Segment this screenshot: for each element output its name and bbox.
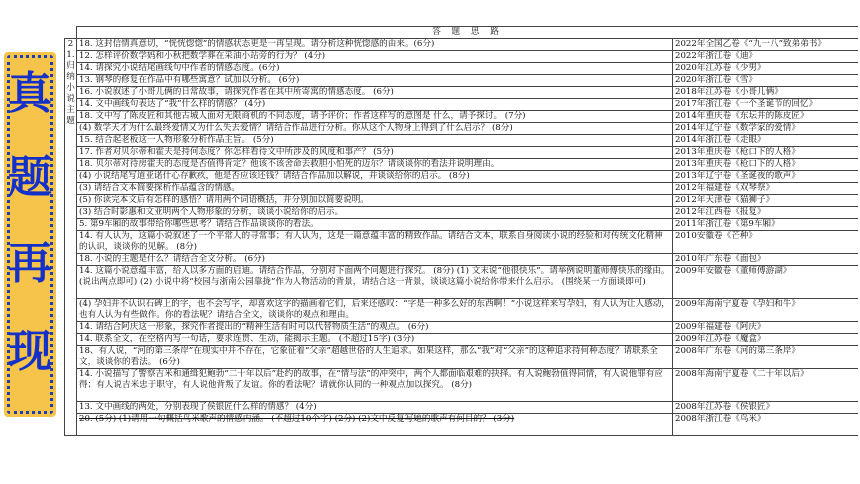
- source-cell: 2014年重庆卷《东坛井的陈皮匠》: [673, 111, 859, 123]
- table-row: [65, 135, 859, 147]
- table-row: [65, 266, 859, 299]
- source-cell: 2009年江苏卷《魔盒》: [673, 334, 859, 346]
- question-cell: (4) 数学天才为什么最终爱情又为什么失去爱情？请结合作品进行分析。你从这个人物身上得到了什么启示？ (8分): [77, 123, 673, 135]
- source-cell: 2010安徽卷《芒种》: [673, 231, 859, 254]
- question-cell: 15. 结合起老板这一人物形象分析作品主旨。 (5分): [77, 135, 673, 147]
- category-cell: 2 1.归纳小说主题: [65, 39, 77, 436]
- question-cell: 14. 请探究小说结尾画线句中作者的情感态度。(6分): [77, 63, 673, 75]
- source-cell: 2011年浙江卷《第9车厢》: [673, 219, 859, 231]
- question-cell: 20. (5分) (1)请用一句概括鸟米歌声的情感内涵。 (不超过10个字) (2分) (2)文中反复写她的歌声有何目的？ (3分): [77, 414, 673, 436]
- question-cell: (4) 小说结尾写道亚诺什心存歉疚，他是否应该还钱？请结合作品加以解说，并谈谈给你的启示。 (8分): [77, 171, 673, 183]
- source-cell: 2014年浙江卷《走眼》: [673, 135, 859, 147]
- question-cell: 18. 贝尔蒂对待房霍夫的态度是否值得肯定？他该不该舍命去救胆小怕死的迈尔？请谈谈你的看法并说明理由。: [77, 159, 673, 171]
- source-cell: 2022年浙江卷《迪》: [673, 51, 859, 63]
- question-cell: 14. 小说描写了警察吉米和通缉犯鲍勃“二十年以后”赴约的故事，在“情与法”的冲突中，两个人都面临艰难的抉择。有人说鲍勃值得同情，有人说他罪有应得；有人说吉米忠于职守，有人说他背叛了友谊。你的看法呢？请就你认同的一种观点加以探究。 (8分): [77, 369, 673, 402]
- table-row: [65, 254, 859, 266]
- source-cell: 2017年浙江卷《一个圣诞节的回忆》: [673, 99, 859, 111]
- table-row: [65, 322, 859, 334]
- question-cell: 18. 小说的主题是什么？请结合全文分析。 (6分): [77, 254, 673, 266]
- table-row: [65, 402, 859, 414]
- source-cell: 2008年海南宁夏卷《二十年以后》: [673, 369, 859, 402]
- table-row: [65, 346, 859, 369]
- table-row: [65, 219, 859, 231]
- table-row: [65, 369, 859, 402]
- question-cell: 14. 这篇小说意蕴丰富，给人以多方面的启迪。请结合作品，分别对下面两个问题进行探究。 (8分) (1) 文末说“他很快乐”。请举例说明董师傅快乐的缘由。 (说出两点即可) (2) 小说中将“校园与浙南公园靠拢”作为人物活动的背景，请结合这一背景，谈谈这篇小说给你带来什么启示。 (围绕某一方面谈即可): [77, 266, 673, 299]
- source-cell: 2013年辽宁卷《圣诞夜的歌声》: [673, 171, 859, 183]
- exam-question-table: [64, 26, 858, 436]
- table-row: [65, 99, 859, 111]
- side-title-char: 再: [8, 238, 52, 289]
- source-cell: 2022年全国乙卷《“九一八”致弟弟书》: [673, 39, 859, 51]
- table-row: [65, 183, 859, 195]
- question-cell: (3) 请结合文本简要探析作品蕴含的情感。: [77, 183, 673, 195]
- table-row: [65, 111, 859, 123]
- table-row: [65, 159, 859, 171]
- question-cell: 18. 这封信情真意切，“恍恍惚惚”的情感状态更是一再呈现。请分析这种恍惚感的由来。(6分): [77, 39, 673, 51]
- source-cell: 2009年福建卷《阿庆》: [673, 322, 859, 334]
- source-cell: 2012年江西卷《报复》: [673, 207, 859, 219]
- table-row: [65, 195, 859, 207]
- source-cell: 2012年福建卷《双琴祭》: [673, 183, 859, 195]
- question-cell: (5) 你读完本文后有怎样的感悟？请用两个词语概括，并分别加以简要说明。: [77, 195, 673, 207]
- question-cell: 14. 联系全文，在空格内写一句话，要求连贯、生动，能揭示主题。 (不超过15字) (3分): [77, 334, 673, 346]
- table-row: [65, 63, 859, 75]
- table-row: [65, 123, 859, 135]
- source-cell: 2009年海南宁夏卷《孕妇和牛》: [673, 299, 859, 322]
- table-row: [65, 39, 859, 51]
- question-cell: (3) 结合时影惠和文亚明两个人物形象的分析，谈谈小说给你的启示。: [77, 207, 673, 219]
- table-header-row: [65, 27, 859, 39]
- exam-question-table-wrap: [64, 26, 858, 482]
- source-cell: 2020年江苏卷《少男》: [673, 63, 859, 75]
- side-title-char: 真: [8, 68, 52, 119]
- table-row: [65, 207, 859, 219]
- question-cell: 13. 文中画线的两处，分别表现了侯银匠什么样的情感？ (4分): [77, 402, 673, 414]
- question-cell: 14. 请结合阿庆这一形象，探究作者提出的“精神生活有时可以代替物质生活”的观点。 (6分): [77, 322, 673, 334]
- table-row: [65, 147, 859, 159]
- side-title-char: 现: [8, 326, 52, 377]
- question-cell: 12. 怎样评价数学妈和小秋把数学葬在采油小站旁的行为？ (4分): [77, 51, 673, 63]
- source-cell: 2018年江苏卷《小哥儿俩》: [673, 87, 859, 99]
- source-cell: 2012年天津卷《猫狮子》: [673, 195, 859, 207]
- table-header: 答 题 思 路: [77, 27, 859, 39]
- question-cell: 14. 文中画线句表达了“我”什么样的情感？ (4分): [77, 99, 673, 111]
- source-cell: 2010年广东卷《面包》: [673, 254, 859, 266]
- question-cell: 13. 钢琴的修复在作品中有哪些寓意？试加以分析。 (6分): [77, 75, 673, 87]
- question-cell: 14. 有人认为，这篇小说叙述了一个平常人的寻常事；有人认为，这是一篇意蕴丰富的精致作品。请结合文本，联系自身阅读小说的经验和对传统文化精神的认识，谈谈你的见解。 (8分): [77, 231, 673, 254]
- table-row: [65, 171, 859, 183]
- question-cell: 17. 作者对贝尔蒂和霍夫是持何态度？你怎样看待文中所涉及的风度和事产？ (5分): [77, 147, 673, 159]
- source-cell: 2013年重庆卷《枪口下的人格》: [673, 147, 859, 159]
- source-cell: 2008年浙江卷《鸟米》: [673, 414, 859, 436]
- source-cell: 2009年安徽卷《董师傅游湖》: [673, 266, 859, 299]
- question-cell: (4) 孕妇并不认识石碑上的字，也不会写字，却喜欢这字的描画着它们，后来还感叹：“字是一种多么好的东西啊！”小说这样来写孕妇，有人认为让人感动，也有人认为有些做作。你的看法呢？请结合全文，谈谈你的观点和理由。: [77, 299, 673, 322]
- table-row: [65, 231, 859, 254]
- table-row: [65, 87, 859, 99]
- table-row: [65, 299, 859, 322]
- source-cell: 2008年广东卷《河的第三条岸》: [673, 346, 859, 369]
- side-title-char: 题: [8, 152, 52, 203]
- table-row: [65, 75, 859, 87]
- table-row: [65, 334, 859, 346]
- question-cell: 18、有人说，“河的第三条岸”在现实中并不存在，它象征着“父亲”超越世俗的人生追求。如果这样，那么“我”对“父亲”的这种追求持何种态度？请联系全文，谈谈你的看法。 (6分): [77, 346, 673, 369]
- source-cell: 2014年辽宁卷《数学家的爱情》: [673, 123, 859, 135]
- question-cell: 18. 文中写了陈皮匠和其他古城人面对无限商机的不同态度，请予评价；作者这样写的意图是 什么，请予探讨。 (7分): [77, 111, 673, 123]
- question-cell: 5. 第9车厢的故事带给你哪些思考？请结合作品谈谈你的看法。: [77, 219, 673, 231]
- table-row: [65, 51, 859, 63]
- source-cell: 2020年浙江卷《雪》: [673, 75, 859, 87]
- source-cell: 2013年重庆卷《枪口下的人格》: [673, 159, 859, 171]
- question-cell: 16. 小说叙述了小哥儿俩的日常故事，请探究作者在其中所寄寓的情感态度。 (6分): [77, 87, 673, 99]
- side-title-panel: [4, 52, 56, 417]
- table-row: [65, 414, 859, 436]
- source-cell: 2008年江苏卷《侯银匠》: [673, 402, 859, 414]
